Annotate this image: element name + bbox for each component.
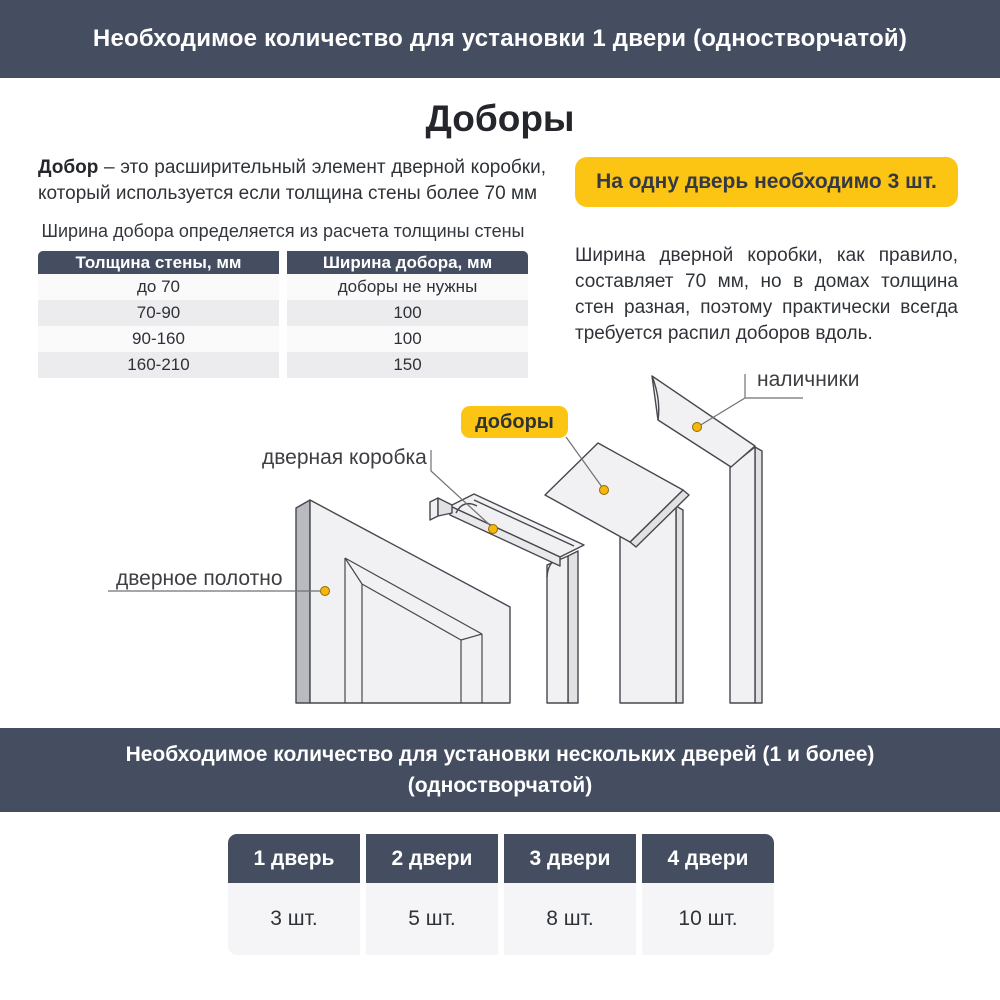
intro-term: Добор xyxy=(38,157,99,178)
wall-table-header-width: Ширина добора, мм xyxy=(287,251,528,274)
casing-plank-face xyxy=(730,447,755,703)
per-door-quantity-badge xyxy=(575,157,958,207)
doors-table-value: 10 шт. xyxy=(642,883,774,955)
doors-table-header: 1 дверь xyxy=(228,834,360,883)
page-title: Доборы xyxy=(425,98,575,139)
table-row: 100 xyxy=(287,326,528,352)
doors-table-header: 4 двери xyxy=(642,834,774,883)
table-row: 70-90 xyxy=(38,300,279,326)
leader-lines xyxy=(108,374,803,591)
table-row: до 70 xyxy=(38,274,279,300)
casing-plank-side xyxy=(755,447,762,703)
side-paragraph: Ширина дверной коробки, как правило, составляет 70 мм, но в домах толщина стен разная, поэтому практически всегда требуется распил доборов вдоль. xyxy=(575,245,958,344)
top-banner-text: Необходимое количество для установки 1 двери (одностворчатой) xyxy=(92,25,908,52)
table-row: доборы не нужны xyxy=(287,274,528,300)
leaf-label: дверное полотно xyxy=(116,567,283,590)
leaf-dot xyxy=(321,587,330,596)
door-leaf-face xyxy=(310,500,510,703)
extensions-label: доборы xyxy=(475,410,554,433)
frame-stile-face xyxy=(547,556,568,703)
doors-table-header: 2 двери xyxy=(366,834,498,883)
frame-label: дверная коробка xyxy=(262,446,427,469)
intro-rest: – это расширительный элемент дверной коробки, который используется если толщина стены более 70 мм xyxy=(38,157,546,204)
bottom-banner-line1: Необходимое количество для установки нескольких дверей (1 и более) xyxy=(125,743,875,766)
doors-table-value: 5 шт. xyxy=(366,883,498,955)
wall-table-header-thickness: Толщина стены, мм xyxy=(38,251,279,274)
bottom-banner xyxy=(0,728,1000,812)
doors-quantity-table xyxy=(228,834,774,955)
top-banner xyxy=(0,0,1000,78)
table-row: 90-160 xyxy=(38,326,279,352)
casing-top-slab xyxy=(652,376,755,467)
frame-dot xyxy=(489,525,498,534)
frame-hook-lip xyxy=(430,498,438,520)
doors-table-header: 3 двери xyxy=(504,834,636,883)
table-row: 160-210 xyxy=(38,352,279,378)
doors-table-value: 3 шт. xyxy=(228,883,360,955)
frame-hook-step xyxy=(438,498,452,516)
casings-label: наличники xyxy=(757,368,860,391)
table-row: 150 xyxy=(287,352,528,378)
casing-dot xyxy=(693,423,702,432)
wall-table-caption: Ширина добора определяется из расчета толщины стены xyxy=(41,221,525,241)
intro-paragraph xyxy=(38,155,546,207)
extension-dot xyxy=(600,486,609,495)
extensions-label-badge xyxy=(461,406,568,438)
badge-text: На одну дверь необходимо 3 шт. xyxy=(596,170,937,193)
wall-thickness-table xyxy=(38,251,528,378)
extension-plank-side xyxy=(676,506,683,703)
bottom-banner-line2: (одностворчатой) xyxy=(407,774,593,797)
doors-table-value: 8 шт. xyxy=(504,883,636,955)
door-leaf-edge xyxy=(296,500,310,703)
table-row: 100 xyxy=(287,300,528,326)
frame-stile-strip xyxy=(568,551,578,703)
